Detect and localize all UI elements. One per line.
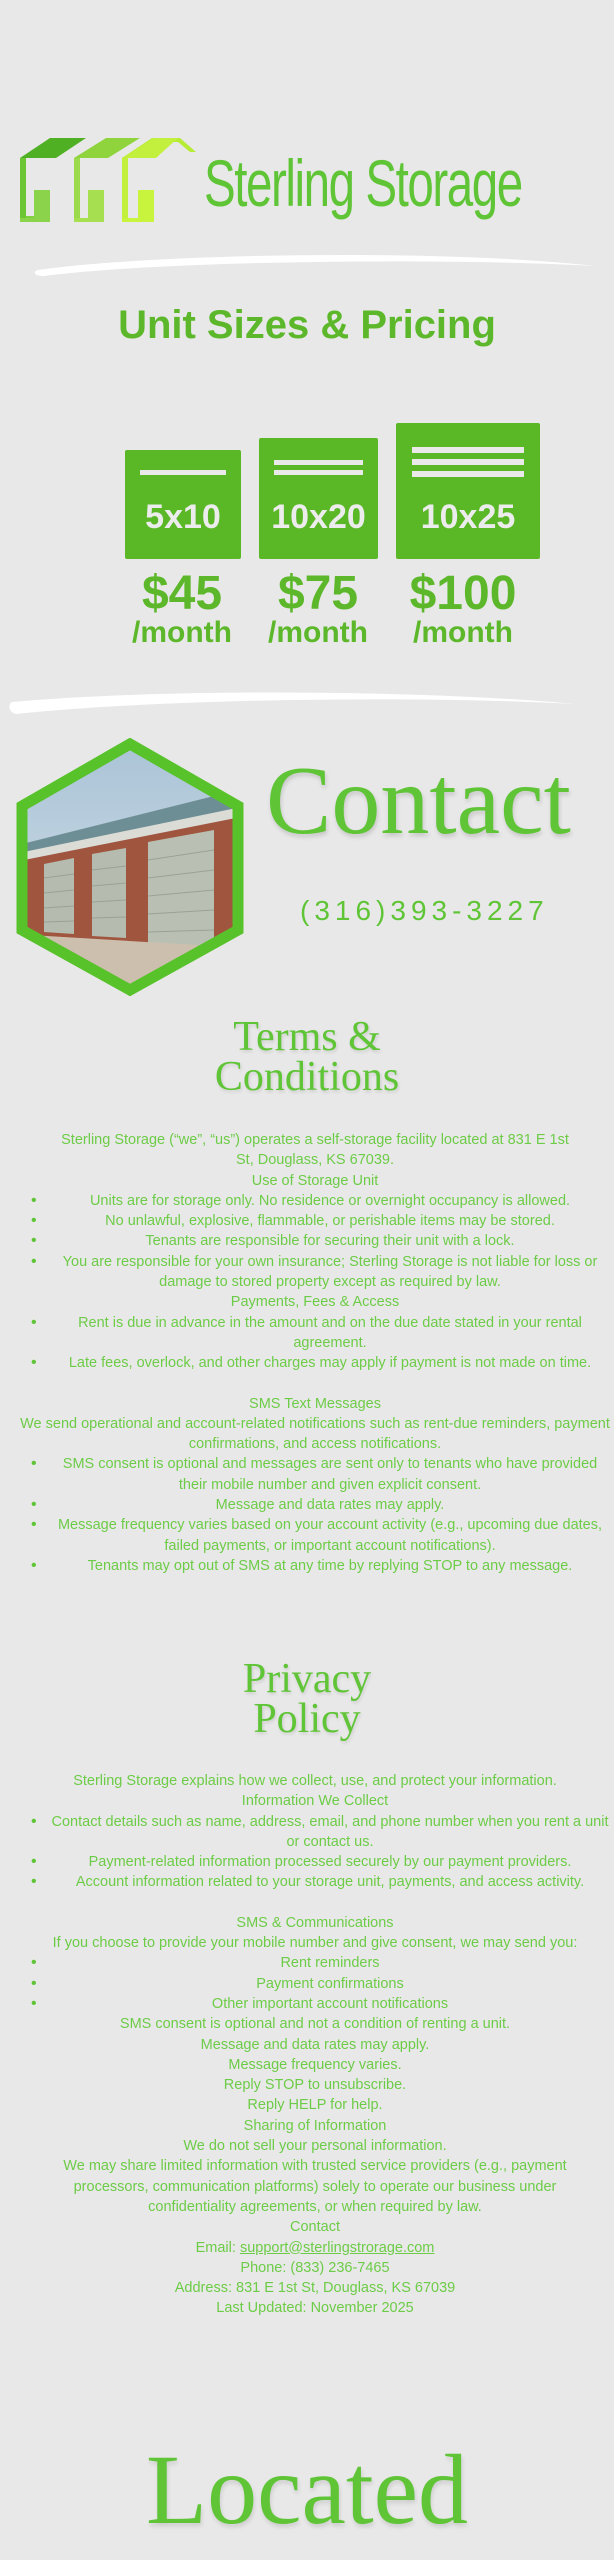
size-bar-icon	[412, 471, 524, 477]
list-item: • Other important account notifications	[20, 1994, 610, 2014]
price-amount: $75	[277, 567, 359, 620]
sms-communications-heading: SMS & Communications	[236, 1914, 394, 1931]
price-amount: $45	[141, 567, 223, 620]
sms-line: Reply HELP for help.	[247, 2097, 383, 2114]
terms-title-line1: Terms &	[233, 1014, 381, 1060]
use-heading: Use of Storage Unit	[251, 1172, 379, 1189]
unit-size-label: 10x20	[271, 498, 366, 536]
contact-phone-link[interactable]: (316)393-3227	[300, 895, 549, 926]
list-item: • Payment-related information processed securely by our payment providers.	[20, 1852, 610, 1872]
unit-card-5x10[interactable]	[125, 450, 241, 559]
terms-title	[0, 1014, 614, 1100]
size-bar-icon	[412, 447, 524, 453]
payments-list	[20, 1313, 610, 1374]
list-item: • Message and data rates may apply.	[20, 1495, 610, 1515]
price-period: /month	[413, 616, 513, 649]
privacy-intro: Sterling Storage explains how we collect, use, and protect your information.	[73, 1773, 557, 1789]
price-10x20	[266, 567, 370, 649]
collect-list	[20, 1812, 610, 1893]
list-item: • Tenants are responsible for securing their unit with a lock.	[20, 1231, 610, 1251]
terms-intro: Sterling Storage (“we”, “us”) operates a self-storage facility located at 831 E 1st St, Douglass, KS 67039.	[61, 1132, 569, 1169]
privacy-title-line2: Policy	[253, 1695, 361, 1742]
pricing-title: Unit Sizes & Pricing	[118, 303, 496, 347]
collect-heading: Information We Collect	[241, 1793, 389, 1810]
storage-buildings-logo-icon	[14, 130, 214, 230]
payments-heading: Payments, Fees & Access	[230, 1294, 400, 1311]
sharing-heading: Sharing of Information	[243, 2117, 387, 2134]
logo	[14, 130, 604, 230]
list-item: • You are responsible for your own insurance; Sterling Storage is not liable for loss or damage to stored property except as required by law.	[20, 1252, 610, 1293]
list-item: • Message frequency varies based on your account activity (e.g., upcoming due dates, failed payments, or important account notifications).	[20, 1515, 610, 1556]
privacy-address: Address: 831 E 1st St, Douglass, KS 67039	[174, 2280, 456, 2297]
sms-line: Message frequency varies.	[228, 2056, 402, 2073]
list-item: • No unlawful, explosive, flammable, or perishable items may be stored.	[20, 1211, 610, 1231]
unit-size-label: 5x10	[145, 498, 221, 536]
unit-card-10x25[interactable]	[396, 423, 540, 559]
privacy-email-line	[20, 2238, 610, 2258]
privacy-contact-heading: Contact	[290, 2219, 340, 2236]
unit-sizes	[0, 410, 614, 560]
price-5x10	[130, 567, 234, 649]
size-bar-icon	[412, 459, 524, 465]
list-item: • Units are for storage only. No residence or overnight occupancy is allowed.	[20, 1191, 610, 1211]
privacy-title	[0, 1656, 614, 1742]
sms-communications-list	[20, 1953, 610, 2014]
privacy-content	[20, 1771, 610, 2319]
sms-list	[20, 1454, 610, 1576]
terms-content	[20, 1130, 610, 1576]
storage-facility-photo	[14, 738, 246, 996]
brand-name: Sterling Storage	[204, 146, 522, 220]
terms-title-line2: Conditions	[214, 1053, 400, 1100]
list-item: • Contact details such as name, address, email, and phone number when you rent a unit or contact us.	[20, 1812, 610, 1853]
unit-prices	[0, 567, 614, 680]
list-item: • SMS consent is optional and messages are sent only to tenants who have provided their mobile number and given explicit consent.	[20, 1454, 610, 1495]
decorative-swoosh	[30, 248, 600, 278]
list-item: • Rent reminders	[20, 1953, 610, 1973]
sms-intro: We send operational and account-related notifications such as rent-due reminders, payment confirmations, and access notifications.	[20, 1415, 610, 1453]
price-period: /month	[268, 616, 368, 649]
sms-communications-intro: If you choose to provide your mobile number and give consent, we may send you:	[52, 1935, 578, 1952]
list-item: • Payment confirmations	[20, 1974, 610, 1994]
unit-size-label: 10x25	[420, 498, 516, 536]
list-item: • Rent is due in advance in the amount and on the due date stated in your rental agreement.	[20, 1313, 610, 1354]
sharing-line: We do not sell your personal information.	[183, 2138, 447, 2155]
sms-line: Message and data rates may apply.	[200, 2036, 430, 2053]
price-amount: $100	[409, 567, 517, 620]
list-item: • Late fees, overlock, and other charges may apply if payment is not made on time.	[20, 1353, 610, 1373]
last-updated: Last Updated: November 2025	[216, 2300, 414, 2317]
price-10x25	[400, 567, 526, 649]
sms-line: Reply STOP to unsubscribe.	[223, 2077, 407, 2094]
located-title: Located	[145, 2434, 469, 2545]
privacy-phone: Phone: (833) 236-7465	[240, 2259, 390, 2276]
size-bar-icon	[274, 460, 363, 465]
use-list	[20, 1191, 610, 1292]
contact-title: Contact	[266, 747, 571, 855]
size-bar-icon	[274, 470, 363, 475]
sharing-line: We may share limited information with trusted service providers (e.g., payment processors, communication platforms) solely to operate our business under confidentiality agreements, or when required by law.	[63, 2158, 567, 2215]
price-period: /month	[132, 616, 232, 649]
size-bar-icon	[140, 470, 226, 475]
list-item: • Tenants may opt out of SMS at any time by replying STOP to any message.	[20, 1556, 610, 1576]
privacy-title-line1: Privacy	[242, 1656, 372, 1702]
sms-heading: SMS Text Messages	[249, 1395, 381, 1412]
decorative-swoosh	[8, 688, 578, 718]
sms-line: SMS consent is optional and not a condition of renting a unit.	[119, 2016, 511, 2033]
list-item: • Account information related to your storage unit, payments, and access activity.	[20, 1872, 610, 1892]
email-label: Email:	[195, 2239, 240, 2256]
unit-card-10x20[interactable]	[259, 438, 378, 559]
email-link[interactable]: support@sterlingstrorage.com	[239, 2239, 435, 2256]
